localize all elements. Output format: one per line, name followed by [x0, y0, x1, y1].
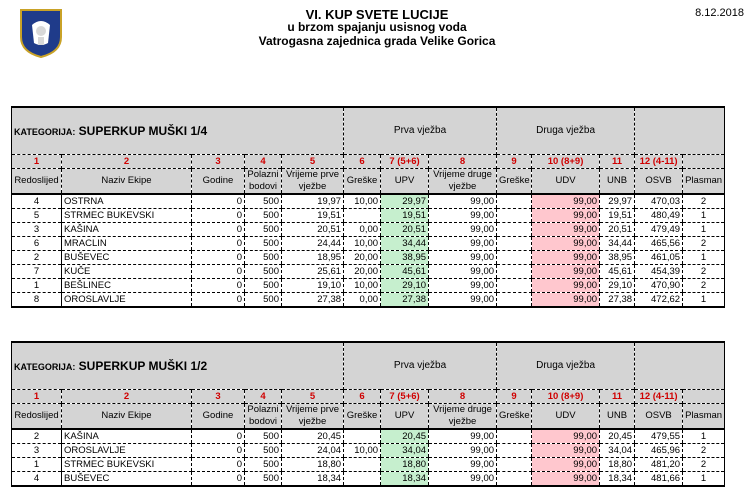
cell-naziv: OROSLAVLJE — [62, 444, 192, 458]
cell-pol: 500 — [245, 472, 282, 487]
table-row — [12, 194, 725, 209]
cell-upv: 38,95 — [381, 251, 429, 265]
column-header-upv: UPV — [381, 404, 429, 430]
category-title — [12, 107, 344, 155]
cell-upv: 29,10 — [381, 279, 429, 293]
cell-g2 — [497, 472, 532, 487]
cell-red: 1 — [12, 279, 62, 293]
column-number: 1 — [12, 390, 62, 404]
cell-unb: 18,34 — [600, 472, 635, 487]
cell-g2 — [497, 293, 532, 308]
cell-g1: 20,00 — [344, 265, 381, 279]
cell-g2 — [497, 251, 532, 265]
cell-udv: 99,00 — [532, 251, 600, 265]
page-subtitle: u brzom spajanju usisnog voda — [287, 20, 467, 34]
cell-pol: 500 — [245, 265, 282, 279]
column-number: 2 — [62, 155, 192, 169]
cell-v2: 99,00 — [429, 251, 497, 265]
cell-udv: 99,00 — [532, 194, 600, 209]
cell-pol: 500 — [245, 279, 282, 293]
cell-god: 0 — [192, 194, 245, 209]
column-number: 8 — [429, 155, 497, 169]
section-prva-vjezba: Prva vježba — [344, 107, 497, 155]
column-number: 4 — [245, 390, 282, 404]
cell-upv: 34,44 — [381, 237, 429, 251]
column-header-polazni: Polazni bodovi — [245, 169, 282, 195]
cell-udv: 99,00 — [532, 237, 600, 251]
table-row — [12, 472, 725, 487]
cell-pol: 500 — [245, 444, 282, 458]
cell-red: 2 — [12, 429, 62, 444]
cell-upv: 27,38 — [381, 293, 429, 308]
column-header-plasman: Plasman — [683, 404, 725, 430]
cell-g2 — [497, 279, 532, 293]
column-header-naziv: Naziv Ekipe — [62, 169, 192, 195]
cell-god: 0 — [192, 429, 245, 444]
section-druga-vjezba: Druga vježba — [497, 342, 635, 390]
cell-v1: 24,04 — [282, 444, 344, 458]
category-label: KATEGORIJA: — [14, 361, 76, 372]
cell-god: 0 — [192, 251, 245, 265]
table-row — [12, 209, 725, 223]
cell-god: 0 — [192, 209, 245, 223]
cell-g2 — [497, 223, 532, 237]
cell-red: 4 — [12, 472, 62, 487]
cell-plas: 2 — [683, 444, 725, 458]
cell-unb: 29,10 — [600, 279, 635, 293]
cell-unb: 29,97 — [600, 194, 635, 209]
cell-naziv: STRMEC BUKEVSKI — [62, 209, 192, 223]
cell-pol: 500 — [245, 194, 282, 209]
cell-g2 — [497, 458, 532, 472]
cell-g1 — [344, 209, 381, 223]
cell-naziv: OSTRNA — [62, 194, 192, 209]
column-number: 6 — [344, 155, 381, 169]
cell-v1: 24,44 — [282, 237, 344, 251]
cell-unb: 34,44 — [600, 237, 635, 251]
column-number: 1 — [12, 155, 62, 169]
cell-g1: 20,00 — [344, 251, 381, 265]
cell-plas: 2 — [683, 279, 725, 293]
column-number: 11 — [600, 390, 635, 404]
column-number: 12 (4-11) — [635, 390, 683, 404]
cell-naziv: KUČE — [62, 265, 192, 279]
column-header-upv: UPV — [381, 169, 429, 195]
table-row — [12, 429, 725, 444]
column-header-plasman: Plasman — [683, 169, 725, 195]
cell-red: 5 — [12, 209, 62, 223]
column-header-vrijeme2: Vrijeme druge vježbe — [429, 404, 497, 430]
page-title: VI. KUP SVETE LUCIJE — [305, 7, 449, 22]
table-row — [12, 293, 725, 308]
cell-plas: 1 — [683, 429, 725, 444]
cell-osvb: 470,90 — [635, 279, 683, 293]
cell-god: 0 — [192, 265, 245, 279]
cell-v2: 99,00 — [429, 279, 497, 293]
cell-osvb: 465,96 — [635, 444, 683, 458]
cell-v1: 27,38 — [282, 293, 344, 308]
column-header-greske1: Greške — [344, 404, 381, 430]
cell-plas: 2 — [683, 265, 725, 279]
cell-osvb: 481,66 — [635, 472, 683, 487]
cell-god: 0 — [192, 458, 245, 472]
cell-v2: 99,00 — [429, 293, 497, 308]
cell-upv: 34,04 — [381, 444, 429, 458]
cell-g1 — [344, 458, 381, 472]
table-row — [12, 251, 725, 265]
cell-g2 — [497, 209, 532, 223]
cell-red: 3 — [12, 223, 62, 237]
column-header-unb: UNB — [600, 169, 635, 195]
cell-god: 0 — [192, 279, 245, 293]
cell-v2: 99,00 — [429, 237, 497, 251]
cell-v2: 99,00 — [429, 194, 497, 209]
column-number: 10 (8+9) — [532, 155, 600, 169]
cell-naziv: BUŠEVEC — [62, 472, 192, 487]
cell-red: 1 — [12, 458, 62, 472]
cell-plas: 1 — [683, 293, 725, 308]
cell-plas: 2 — [683, 458, 725, 472]
cell-udv: 99,00 — [532, 265, 600, 279]
cell-udv: 99,00 — [532, 293, 600, 308]
cell-udv: 99,00 — [532, 429, 600, 444]
table-row — [12, 444, 725, 458]
cell-osvb: 454,39 — [635, 265, 683, 279]
column-number: 3 — [192, 155, 245, 169]
cell-unb: 20,51 — [600, 223, 635, 237]
cell-g1: 10,00 — [344, 194, 381, 209]
cell-unb: 38,95 — [600, 251, 635, 265]
cell-upv: 45,61 — [381, 265, 429, 279]
cell-red: 6 — [12, 237, 62, 251]
column-header-greske1: Greške — [344, 169, 381, 195]
cell-naziv: KAŠINA — [62, 429, 192, 444]
cell-plas: 2 — [683, 194, 725, 209]
column-number: 8 — [429, 390, 497, 404]
cell-god: 0 — [192, 472, 245, 487]
column-header-godine: Godine — [192, 404, 245, 430]
column-header-greske2: Greške — [497, 169, 532, 195]
column-header-vrijeme1: Vrijeme prve vježbe — [282, 169, 344, 195]
column-header-redoslijed: Redoslijed — [12, 169, 62, 195]
column-number: 9 — [497, 155, 532, 169]
cell-udv: 99,00 — [532, 472, 600, 487]
cell-g2 — [497, 265, 532, 279]
table-row — [12, 458, 725, 472]
cell-v2: 99,00 — [429, 444, 497, 458]
cell-v2: 99,00 — [429, 472, 497, 487]
cell-udv: 99,00 — [532, 279, 600, 293]
column-number: 9 — [497, 390, 532, 404]
column-header-godine: Godine — [192, 169, 245, 195]
cell-upv: 29,97 — [381, 194, 429, 209]
cell-naziv: BEŠLINEC — [62, 279, 192, 293]
cell-upv: 19,51 — [381, 209, 429, 223]
cell-pol: 500 — [245, 293, 282, 308]
report-date: 8.12.2018 — [695, 7, 744, 19]
column-header-vrijeme1: Vrijeme prve vježbe — [282, 404, 344, 430]
cell-v1: 20,51 — [282, 223, 344, 237]
cell-god: 0 — [192, 237, 245, 251]
column-header-udv: UDV — [532, 169, 600, 195]
cell-unb: 20,45 — [600, 429, 635, 444]
cell-v1: 18,80 — [282, 458, 344, 472]
column-header-osvb: OSVB — [635, 404, 683, 430]
cell-pol: 500 — [245, 429, 282, 444]
cell-unb: 18,80 — [600, 458, 635, 472]
cell-v2: 99,00 — [429, 223, 497, 237]
column-number: 5 — [282, 155, 344, 169]
column-number: 6 — [344, 390, 381, 404]
cell-pol: 500 — [245, 237, 282, 251]
cell-osvb: 481,20 — [635, 458, 683, 472]
cell-unb: 19,51 — [600, 209, 635, 223]
cell-osvb: 472,62 — [635, 293, 683, 308]
cell-god: 0 — [192, 223, 245, 237]
column-number: 2 — [62, 390, 192, 404]
cell-v1: 19,10 — [282, 279, 344, 293]
cell-naziv: KAŠINA — [62, 223, 192, 237]
cell-upv: 20,45 — [381, 429, 429, 444]
column-number — [683, 155, 725, 169]
section-druga-vjezba: Druga vježba — [497, 107, 635, 155]
cell-unb: 34,04 — [600, 444, 635, 458]
column-number: 11 — [600, 155, 635, 169]
column-number: 7 (5+6) — [381, 390, 429, 404]
column-number — [683, 390, 725, 404]
cell-g1: 10,00 — [344, 237, 381, 251]
cell-v1: 25,61 — [282, 265, 344, 279]
column-number: 4 — [245, 155, 282, 169]
category-name: SUPERKUP MUŠKI 1/2 — [75, 358, 208, 373]
section-blank — [635, 107, 725, 155]
cell-v2: 99,00 — [429, 458, 497, 472]
cell-g1: 10,00 — [344, 279, 381, 293]
cell-pol: 500 — [245, 209, 282, 223]
cell-osvb: 465,56 — [635, 237, 683, 251]
cell-god: 0 — [192, 293, 245, 308]
cell-v1: 18,95 — [282, 251, 344, 265]
cell-udv: 99,00 — [532, 209, 600, 223]
cell-red: 8 — [12, 293, 62, 308]
cell-plas: 1 — [683, 251, 725, 265]
cell-upv: 18,34 — [381, 472, 429, 487]
cell-plas: 1 — [683, 472, 725, 487]
section-prva-vjezba: Prva vježba — [344, 342, 497, 390]
cell-g2 — [497, 194, 532, 209]
cell-red: 3 — [12, 444, 62, 458]
cell-unb: 27,38 — [600, 293, 635, 308]
column-header-udv: UDV — [532, 404, 600, 430]
cell-v1: 19,97 — [282, 194, 344, 209]
cell-red: 2 — [12, 251, 62, 265]
cell-udv: 99,00 — [532, 223, 600, 237]
column-header-naziv: Naziv Ekipe — [62, 404, 192, 430]
results-table-semifinal — [11, 341, 725, 487]
column-header-unb: UNB — [600, 404, 635, 430]
cell-plas: 2 — [683, 237, 725, 251]
cell-g2 — [497, 237, 532, 251]
cell-v2: 99,00 — [429, 265, 497, 279]
column-number: 7 (5+6) — [381, 155, 429, 169]
column-header-polazni: Polazni bodovi — [245, 404, 282, 430]
cell-pol: 500 — [245, 458, 282, 472]
table-row — [12, 279, 725, 293]
cell-g1: 0,00 — [344, 293, 381, 308]
cell-udv: 99,00 — [532, 458, 600, 472]
cell-v2: 99,00 — [429, 209, 497, 223]
organization-name: Vatrogasna zajednica grada Velike Gorica — [258, 34, 496, 48]
cell-osvb: 480,49 — [635, 209, 683, 223]
cell-g1: 10,00 — [344, 444, 381, 458]
table-row — [12, 223, 725, 237]
cell-udv: 99,00 — [532, 444, 600, 458]
cell-osvb: 479,49 — [635, 223, 683, 237]
category-label: KATEGORIJA: — [14, 126, 76, 137]
cell-v1: 19,51 — [282, 209, 344, 223]
cell-g1 — [344, 429, 381, 444]
section-blank — [635, 342, 725, 390]
cell-osvb: 470,03 — [635, 194, 683, 209]
cell-red: 4 — [12, 194, 62, 209]
column-number: 12 (4-11) — [635, 155, 683, 169]
column-header-greske2: Greške — [497, 404, 532, 430]
cell-naziv: OROSLAVLJE — [62, 293, 192, 308]
cell-v1: 18,34 — [282, 472, 344, 487]
cell-naziv: MRACLIN — [62, 237, 192, 251]
cell-naziv: BUŠEVEC — [62, 251, 192, 265]
column-header-redoslijed: Redoslijed — [12, 404, 62, 430]
cell-god: 0 — [192, 444, 245, 458]
cell-g1 — [344, 472, 381, 487]
cell-upv: 20,51 — [381, 223, 429, 237]
cell-v1: 20,45 — [282, 429, 344, 444]
cell-red: 7 — [12, 265, 62, 279]
column-header-vrijeme2: Vrijeme druge vježbe — [429, 169, 497, 195]
column-header-osvb: OSVB — [635, 169, 683, 195]
category-title — [12, 342, 344, 390]
cell-pol: 500 — [245, 223, 282, 237]
cell-g2 — [497, 444, 532, 458]
category-name: SUPERKUP MUŠKI 1/4 — [75, 123, 208, 138]
cell-v2: 99,00 — [429, 429, 497, 444]
cell-osvb: 479,55 — [635, 429, 683, 444]
column-number: 3 — [192, 390, 245, 404]
cell-naziv: STRMEC BUKEVSKI — [62, 458, 192, 472]
cell-g2 — [497, 429, 532, 444]
cell-g1: 0,00 — [344, 223, 381, 237]
column-number: 5 — [282, 390, 344, 404]
cell-pol: 500 — [245, 251, 282, 265]
cell-osvb: 461,05 — [635, 251, 683, 265]
results-table-quarterfinal — [11, 106, 725, 308]
cell-unb: 45,61 — [600, 265, 635, 279]
table-row — [12, 265, 725, 279]
column-number: 10 (8+9) — [532, 390, 600, 404]
cell-plas: 1 — [683, 209, 725, 223]
cell-upv: 18,80 — [381, 458, 429, 472]
table-row — [12, 237, 725, 251]
cell-plas: 1 — [683, 223, 725, 237]
